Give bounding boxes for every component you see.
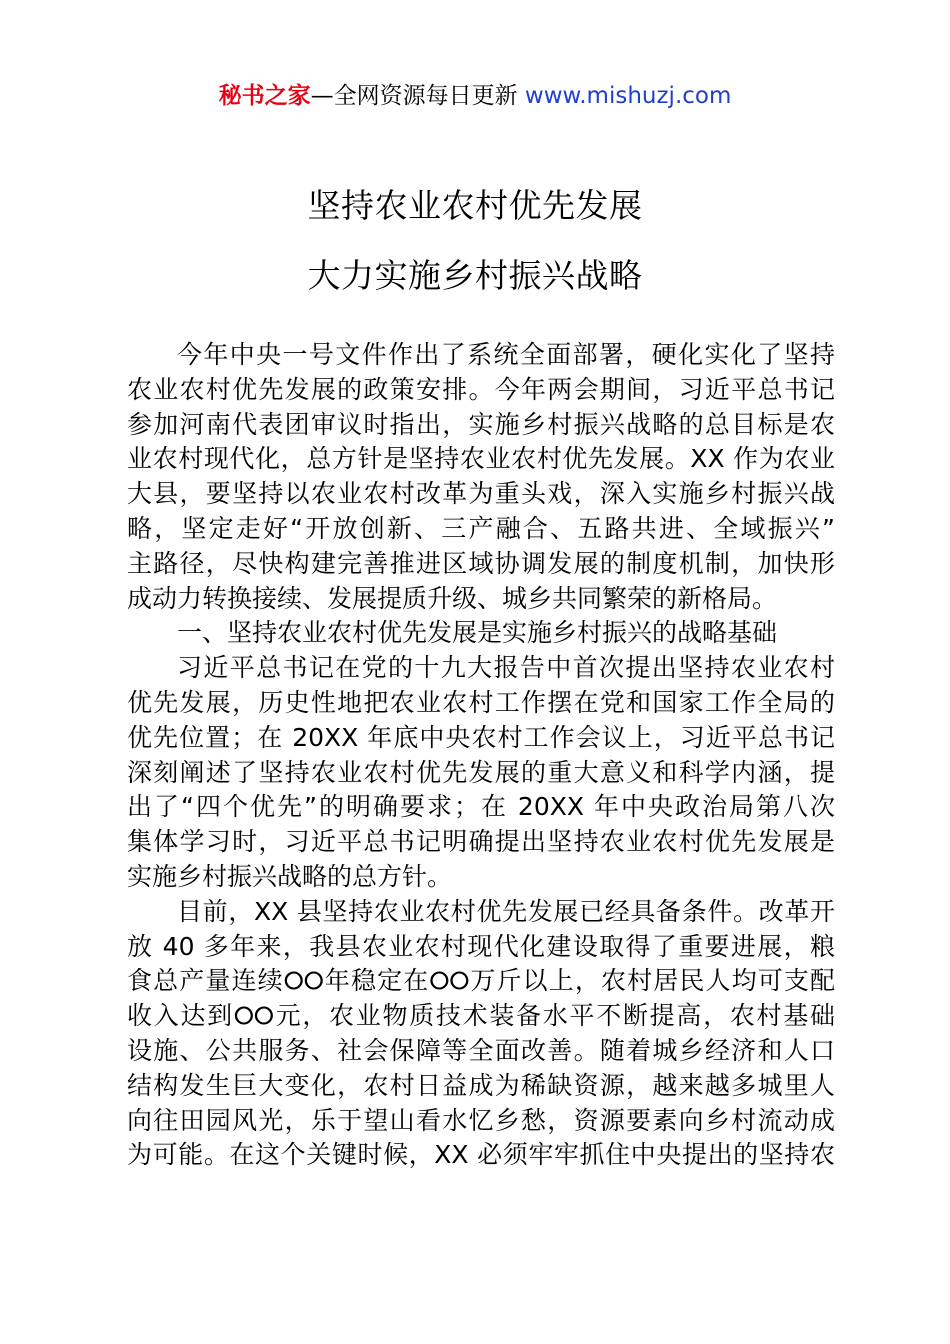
text-line: 结构发生巨大变化，农村日益成为稀缺资源，越来越多城里人 — [127, 1070, 835, 1100]
text-line: 大县，要坚持以农业农村改革为重头戏，深入实施乡村振兴战 — [127, 479, 835, 509]
text-line: 设施、公共服务、社会保障等全面改善。随着城乡经济和人口 — [127, 1035, 835, 1065]
text-line: 为可能。在这个关键时候，XX 必须牢牢抓住中央提出的坚持农 — [127, 1140, 835, 1170]
site-header — [0, 80, 950, 112]
text-line: 成动力转换接续、发展提质升级、城乡共同繁荣的新格局。 — [127, 583, 778, 613]
text-line: 集体学习时，习近平总书记明确提出坚持农业农村优先发展是 — [127, 827, 835, 857]
text-line: 目前，XX 县坚持农业农村优先发展已经具备条件。改革开 — [177, 896, 835, 926]
text-line: 参加河南代表团审议时指出，实施乡村振兴战略的总目标是农 — [127, 409, 835, 439]
paragraph-3 — [127, 895, 835, 1173]
document-title-line-2: 大力实施乡村振兴战略 — [307, 256, 643, 295]
header-tagline: —全网资源每日更新 — [310, 83, 525, 109]
text-line: 主路径，尽快构建完善推进区域协调发展的制度机制，加快形 — [127, 548, 835, 578]
text-line: 今年中央一号文件作出了系统全面部署，硬化实化了坚持 — [177, 340, 835, 369]
text-line: 优先发展，历史性地把农业农村工作摆在党和国家工作全局的 — [127, 687, 835, 717]
text-line: 放 40 多年来，我县农业农村现代化建设取得了重要进展，粮 — [127, 931, 835, 961]
text-line: 深刻阐述了坚持农业农村优先发展的重大意义和科学内涵，提 — [127, 757, 835, 787]
heading-text: 一、坚持农业农村优先发展是实施乡村振兴的战略基础 — [177, 618, 778, 648]
text-line: 实施乡村振兴战略的总方针。 — [127, 861, 453, 891]
paragraph-2 — [127, 651, 835, 895]
brand-name: 秘书之家 — [218, 83, 311, 109]
text-line: 食总产量连续⭘⭘年稳定在⭘⭘万斤以上，农村居民人均可支配 — [127, 966, 835, 996]
text-line: 优先位置；在 20XX 年底中央农村工作会议上，习近平总书记 — [127, 722, 835, 752]
text-line: 出了“四个优先”的明确要求；在 20XX 年中央政治局第八次 — [127, 792, 835, 822]
document-title-line-1: 坚持农业农村优先发展 — [307, 186, 643, 225]
text-line: 收入达到⭘⭘元，农业物质技术装备水平不断提高，农村基础 — [127, 1001, 835, 1031]
document-body — [127, 338, 835, 1173]
text-line: 业农村现代化，总方针是坚持农业农村优先发展。XX 作为农业 — [127, 444, 835, 474]
text-line: 习近平总书记在党的十九大报告中首次提出坚持农业农村 — [177, 653, 835, 683]
text-line: 略，坚定走好“开放创新、三产融合、五路共进、全域振兴” — [127, 513, 835, 543]
text-line: 农业农村优先发展的政策安排。今年两会期间，习近平总书记 — [127, 374, 835, 404]
text-line: 向往田园风光，乐于望山看水忆乡愁，资源要素向乡村流动成 — [127, 1105, 835, 1135]
paragraph-1 — [127, 338, 835, 616]
section-heading — [127, 616, 835, 651]
site-url-link[interactable]: www.mishuzj.com — [524, 83, 732, 109]
